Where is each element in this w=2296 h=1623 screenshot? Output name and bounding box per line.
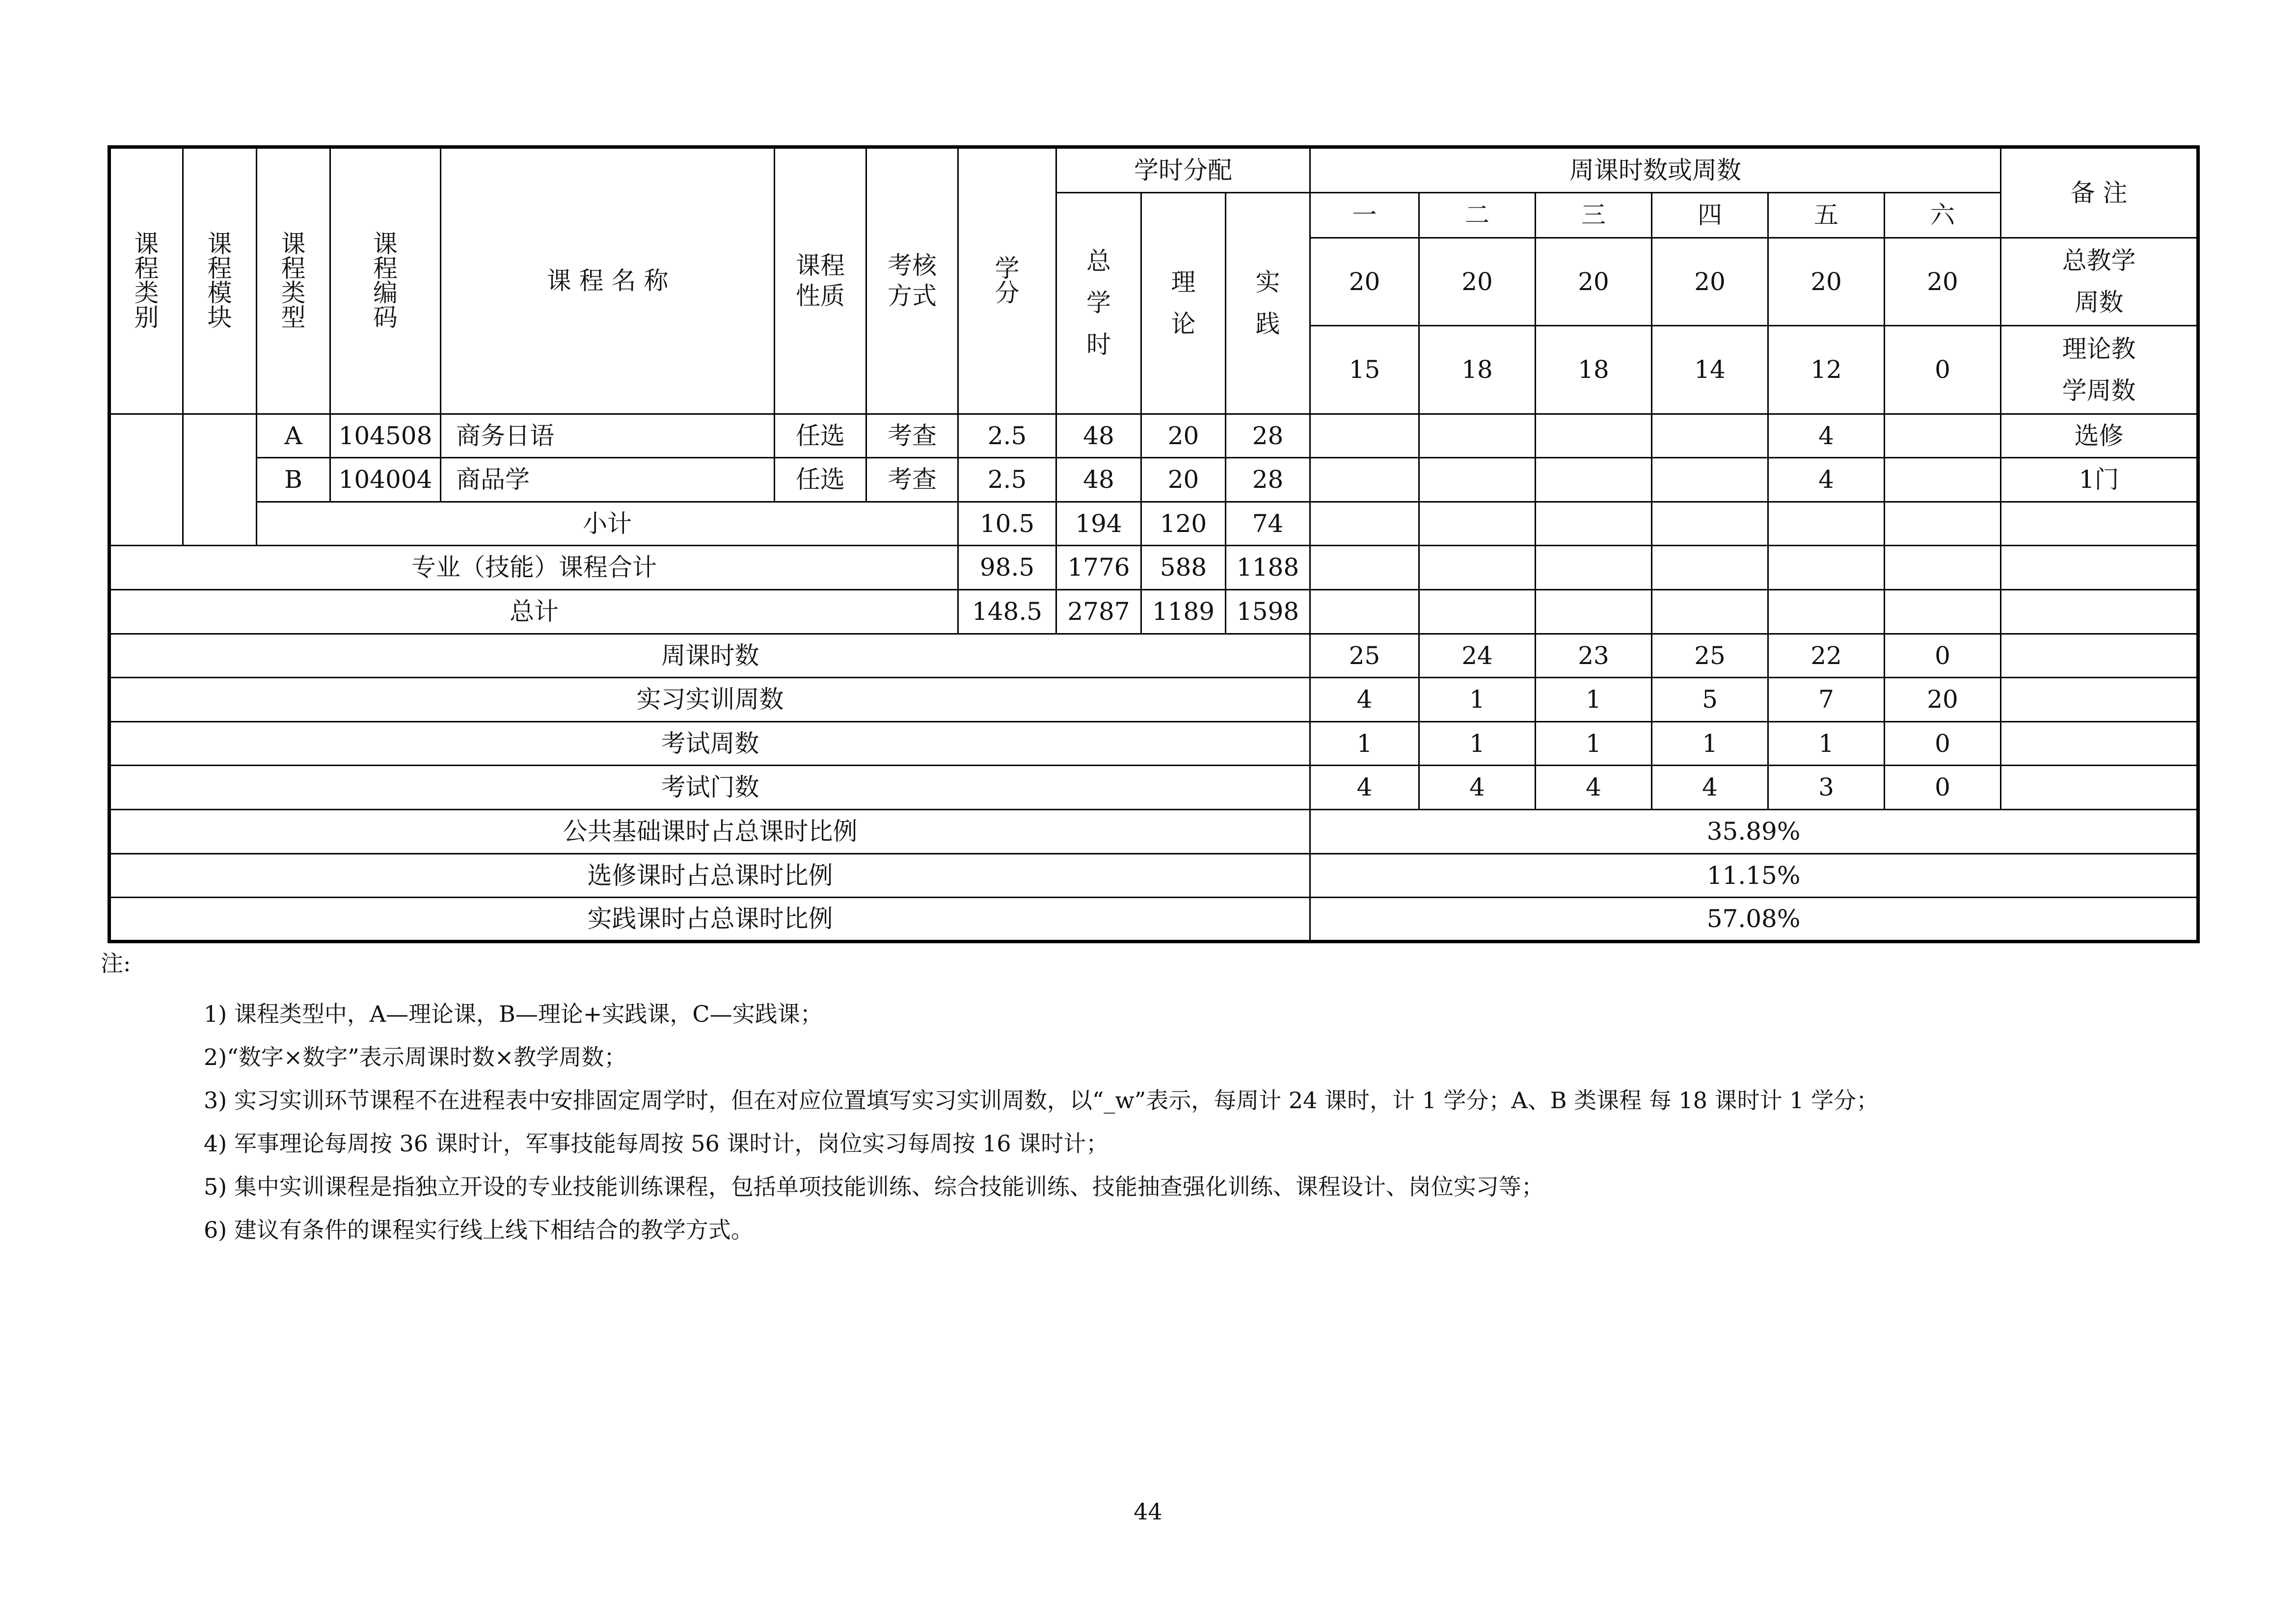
weekly-cell	[1768, 546, 1885, 590]
semester-5: 五	[1768, 192, 1885, 238]
note-item: 6) 建议有条件的课程实行线上线下相结合的教学方式。	[204, 1217, 754, 1243]
theory-weeks-5: 12	[1768, 326, 1885, 414]
total-weeks-6: 20	[1885, 238, 2001, 326]
weekly-cell	[1768, 590, 1885, 634]
weekly-row-label: 周课时数	[109, 634, 1310, 678]
subtotal-label: 小计	[257, 502, 958, 546]
weekly-value: 7	[1768, 678, 1885, 722]
course-practice-hours: 28	[1226, 458, 1310, 502]
grand-total-credit: 148.5	[958, 590, 1056, 634]
weekly-cell	[1310, 458, 1419, 502]
grand-total-practice: 1598	[1226, 590, 1310, 634]
course-code: 104004	[330, 458, 441, 502]
weekly-row-label: 实习实训周数	[109, 678, 1310, 722]
weekly-value: 0	[1885, 766, 2001, 810]
note-item: 1) 课程类型中，A—理论课，B—理论+实践课，C—实践课；	[204, 1001, 823, 1027]
table-row	[109, 458, 2198, 502]
remark-cell	[2001, 590, 2198, 634]
weekly-cell	[1536, 502, 1652, 546]
header-remarks: 备 注	[2001, 147, 2198, 238]
course-credit: 2.5	[958, 414, 1056, 458]
grand-total-total: 2787	[1056, 590, 1141, 634]
ratio-row	[109, 810, 2198, 854]
weekly-value: 1	[1419, 721, 1536, 766]
weekly-value: 23	[1536, 634, 1652, 678]
semester-1: 一	[1310, 192, 1419, 238]
weekly-value: 4	[1536, 766, 1652, 810]
header-weekly-group: 周课时数或周数	[1310, 147, 2001, 193]
weekly-cell	[1536, 414, 1652, 458]
header-course-code: 课程编码	[330, 147, 441, 414]
curriculum-table	[108, 145, 2200, 943]
course-remark: 选修	[2001, 414, 2198, 458]
professional-total-theory: 588	[1141, 546, 1226, 590]
weekly-value: 1	[1536, 678, 1652, 722]
note-item: 5) 集中实训课程是指独立开设的专业技能训练课程，包括单项技能训练、综合技能训练、技能抽查强化训练、课程设计、岗位实习等；	[204, 1173, 1544, 1200]
theory-teaching-weeks-label: 理论教 学周数	[2001, 326, 2198, 414]
ratio-value: 11.15%	[1310, 853, 2198, 898]
semester-6: 六	[1885, 192, 2001, 238]
weekly-value: 4	[1310, 678, 1419, 722]
note-item: 2)“数字×数字”表示周课时数×教学周数；	[204, 1044, 627, 1070]
grand-total-row	[109, 590, 2198, 634]
course-theory-hours: 20	[1141, 414, 1226, 458]
course-type: A	[257, 414, 330, 458]
remark-cell	[2001, 502, 2198, 546]
course-category-cell	[109, 414, 183, 546]
remark-cell	[2001, 546, 2198, 590]
course-assessment: 考查	[866, 414, 958, 458]
total-weeks-2: 20	[1419, 238, 1536, 326]
total-weeks-5: 20	[1768, 238, 1885, 326]
header-course-category: 课程类别	[109, 147, 183, 414]
professional-total-row	[109, 546, 2198, 590]
weekly-cell	[1652, 414, 1768, 458]
subtotal-total: 194	[1056, 502, 1141, 546]
header-course-name: 课 程 名 称	[441, 147, 775, 414]
course-credit: 2.5	[958, 458, 1056, 502]
weekly-cell	[1885, 590, 2001, 634]
header-hours-theory: 理论	[1141, 192, 1226, 414]
weekly-value: 20	[1885, 678, 2001, 722]
course-total-hours: 48	[1056, 458, 1141, 502]
page-number: 44	[1134, 1498, 1162, 1525]
subtotal-credit: 10.5	[958, 502, 1056, 546]
professional-total-credit: 98.5	[958, 546, 1056, 590]
weekly-cell	[1652, 590, 1768, 634]
weekly-cell	[1419, 502, 1536, 546]
weekly-row-label: 考试门数	[109, 766, 1310, 810]
theory-weeks-6: 0	[1885, 326, 2001, 414]
semester-4: 四	[1652, 192, 1768, 238]
weekly-value: 25	[1652, 634, 1768, 678]
weekly-cell	[1536, 458, 1652, 502]
remark-cell	[2001, 678, 2198, 722]
ratio-row	[109, 898, 2198, 942]
weekly-cell	[1419, 414, 1536, 458]
exam-weeks-row	[109, 721, 2198, 766]
weekly-value: 24	[1419, 634, 1536, 678]
header-course-type: 课程类型	[257, 147, 330, 414]
weekly-cell	[1310, 502, 1419, 546]
weekly-value: 3	[1768, 766, 1885, 810]
weekly-cell	[1885, 458, 2001, 502]
ratio-label: 选修课时占总课时比例	[109, 853, 1310, 898]
weekly-cell	[1419, 590, 1536, 634]
course-practice-hours: 28	[1226, 414, 1310, 458]
course-type: B	[257, 458, 330, 502]
course-assessment: 考查	[866, 458, 958, 502]
header-hours-practice: 实践	[1226, 192, 1310, 414]
professional-total-practice: 1188	[1226, 546, 1310, 590]
course-nature: 任选	[775, 414, 866, 458]
subtotal-practice: 74	[1226, 502, 1310, 546]
weekly-value: 4	[1652, 766, 1768, 810]
weekly-cell	[1652, 546, 1768, 590]
weekly-cell	[1310, 590, 1419, 634]
weekly-cell	[1652, 458, 1768, 502]
course-name: 商品学	[441, 458, 775, 502]
internship-weeks-row	[109, 678, 2198, 722]
note-item: 3) 实习实训环节课程不在进程表中安排固定周学时，但在对应位置填写实习实训周数，以“_w”表示，每周计 24 课时，计 1 学分；A、B 类课程 每 18 课时计 1 学分；	[204, 1087, 1879, 1114]
weekly-value: 1	[1536, 721, 1652, 766]
weekly-cell	[1419, 458, 1536, 502]
weekly-cell: 4	[1768, 414, 1885, 458]
semester-2: 二	[1419, 192, 1536, 238]
notes-title: 注:	[101, 950, 131, 977]
ratio-row	[109, 853, 2198, 898]
theory-weeks-4: 14	[1652, 326, 1768, 414]
remark-cell	[2001, 766, 2198, 810]
note-item: 4) 军事理论每周按 36 课时计，军事技能每周按 56 课时计，岗位实习每周按 16 课时计；	[204, 1130, 1109, 1157]
weekly-cell	[1885, 546, 2001, 590]
course-theory-hours: 20	[1141, 458, 1226, 502]
header-credit: 学分	[958, 147, 1056, 414]
weekly-value: 22	[1768, 634, 1885, 678]
weekly-cell	[1310, 414, 1419, 458]
weekly-value: 5	[1652, 678, 1768, 722]
total-weeks-4: 20	[1652, 238, 1768, 326]
ratio-label: 实践课时占总课时比例	[109, 898, 1310, 942]
weekly-value: 1	[1310, 721, 1419, 766]
header-course-nature: 课程 性质	[775, 147, 866, 414]
grand-total-label: 总计	[109, 590, 958, 634]
course-code: 104508	[330, 414, 441, 458]
header-hours-total: 总学时	[1056, 192, 1141, 414]
header-hours-group: 学时分配	[1056, 147, 1310, 193]
ratio-label: 公共基础课时占总课时比例	[109, 810, 1310, 854]
remark-cell	[2001, 634, 2198, 678]
subtotal-theory: 120	[1141, 502, 1226, 546]
semester-3: 三	[1536, 192, 1652, 238]
professional-total-total: 1776	[1056, 546, 1141, 590]
weekly-hours-row	[109, 634, 2198, 678]
weekly-cell	[1419, 546, 1536, 590]
weekly-value: 25	[1310, 634, 1419, 678]
remark-cell	[2001, 721, 2198, 766]
weekly-cell	[1768, 502, 1885, 546]
header-course-module: 课程模块	[183, 147, 257, 414]
theory-weeks-3: 18	[1536, 326, 1652, 414]
total-teaching-weeks-label: 总教学 周数	[2001, 238, 2198, 326]
course-remark: 1门	[2001, 458, 2198, 502]
course-nature: 任选	[775, 458, 866, 502]
course-total-hours: 48	[1056, 414, 1141, 458]
weekly-cell	[1885, 414, 2001, 458]
table-row	[109, 414, 2198, 458]
professional-total-label: 专业（技能）课程合计	[109, 546, 958, 590]
weekly-value: 0	[1885, 634, 2001, 678]
weekly-cell: 4	[1768, 458, 1885, 502]
weekly-value: 1	[1768, 721, 1885, 766]
exam-count-row	[109, 766, 2198, 810]
total-weeks-3: 20	[1536, 238, 1652, 326]
weekly-value: 1	[1419, 678, 1536, 722]
weekly-cell	[1652, 502, 1768, 546]
total-weeks-1: 20	[1310, 238, 1419, 326]
weekly-value: 1	[1652, 721, 1768, 766]
ratio-value: 35.89%	[1310, 810, 2198, 854]
weekly-value: 0	[1885, 721, 2001, 766]
header-assessment: 考核 方式	[866, 147, 958, 414]
theory-weeks-2: 18	[1419, 326, 1536, 414]
theory-weeks-1: 15	[1310, 326, 1419, 414]
weekly-row-label: 考试周数	[109, 721, 1310, 766]
ratio-value: 57.08%	[1310, 898, 2198, 942]
course-module-cell	[183, 414, 257, 546]
weekly-cell	[1310, 546, 1419, 590]
weekly-value: 4	[1310, 766, 1419, 810]
weekly-value: 4	[1419, 766, 1536, 810]
grand-total-theory: 1189	[1141, 590, 1226, 634]
weekly-cell	[1885, 502, 2001, 546]
weekly-cell	[1536, 546, 1652, 590]
weekly-cell	[1536, 590, 1652, 634]
course-name: 商务日语	[441, 414, 775, 458]
subtotal-row	[109, 502, 2198, 546]
